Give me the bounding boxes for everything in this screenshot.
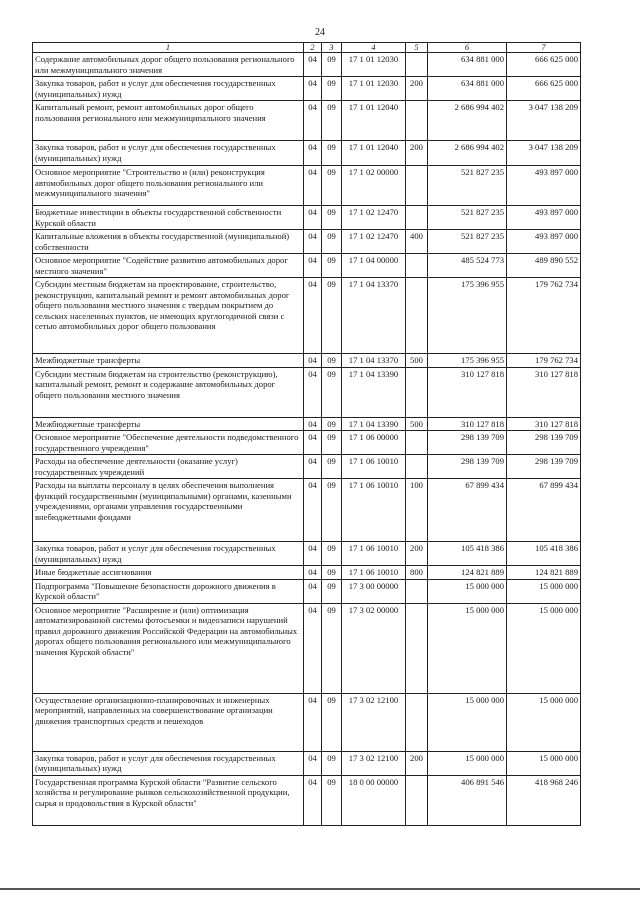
row-amount-year1-cell: 15 000 000	[428, 579, 507, 603]
row-amount-year2-cell: 298 139 709	[507, 455, 581, 479]
row-expense-type-cell: 400	[406, 230, 428, 254]
row-name-cell: Содержание автомобильных дорог общего пользования регионального или межмуниципального значения	[33, 53, 304, 77]
row-name-cell: Расходы на обеспечение деятельности (оказание услуг) государственных учреждений	[33, 455, 304, 479]
row-subsection-cell: 09	[322, 166, 342, 206]
row-expense-type-cell: 100	[406, 479, 428, 542]
row-amount-year1-cell: 105 418 386	[428, 542, 507, 566]
table-row	[33, 278, 581, 354]
row-amount-year2-cell: 105 418 386	[507, 542, 581, 566]
row-target-article-cell: 17 1 06 10010	[342, 479, 406, 542]
row-amount-year2-cell: 310 127 818	[507, 367, 581, 417]
row-amount-year2-cell: 298 139 709	[507, 431, 581, 455]
column-header: 6	[428, 43, 507, 53]
row-expense-type-cell	[406, 431, 428, 455]
table-row	[33, 53, 581, 77]
row-amount-year1-cell: 175 396 955	[428, 354, 507, 368]
footer-divider	[0, 888, 640, 890]
row-amount-year2-cell: 179 762 734	[507, 354, 581, 368]
table-row	[33, 417, 581, 431]
row-amount-year2-cell: 15 000 000	[507, 579, 581, 603]
row-amount-year1-cell: 2 686 994 402	[428, 101, 507, 141]
row-amount-year1-cell: 521 827 235	[428, 230, 507, 254]
row-target-article-cell: 17 1 02 12470	[342, 230, 406, 254]
row-section-cell: 04	[304, 693, 322, 751]
table-row	[33, 693, 581, 751]
row-subsection-cell: 09	[322, 206, 342, 230]
row-amount-year1-cell: 298 139 709	[428, 431, 507, 455]
row-expense-type-cell: 500	[406, 417, 428, 431]
row-amount-year2-cell: 493 897 000	[507, 206, 581, 230]
row-subsection-cell: 09	[322, 53, 342, 77]
row-target-article-cell: 17 1 04 13390	[342, 417, 406, 431]
row-amount-year2-cell: 666 625 000	[507, 77, 581, 101]
table-row	[33, 775, 581, 825]
column-number-row	[33, 43, 581, 53]
row-name-cell: Бюджетные инвестиции в объекты государственной собственности Курской области	[33, 206, 304, 230]
row-section-cell: 04	[304, 53, 322, 77]
row-amount-year2-cell: 124 821 889	[507, 566, 581, 580]
row-amount-year1-cell: 406 891 546	[428, 775, 507, 825]
row-amount-year1-cell: 124 821 889	[428, 566, 507, 580]
table-row	[33, 206, 581, 230]
table-row	[33, 603, 581, 693]
row-section-cell: 04	[304, 751, 322, 775]
table-row	[33, 579, 581, 603]
row-name-cell: Межбюджетные трансферты	[33, 354, 304, 368]
row-name-cell: Осуществление организационно-планировочных и инженерных мероприятий, направленных на совершенствование организации движения транспортных средств и пешеходов	[33, 693, 304, 751]
row-expense-type-cell	[406, 206, 428, 230]
row-target-article-cell: 18 0 00 00000	[342, 775, 406, 825]
row-expense-type-cell: 200	[406, 77, 428, 101]
row-expense-type-cell: 200	[406, 542, 428, 566]
row-amount-year1-cell: 15 000 000	[428, 603, 507, 693]
budget-table	[32, 42, 581, 826]
row-name-cell: Подпрограмма "Повышение безопасности дорожного движения в Курской области"	[33, 579, 304, 603]
row-name-cell: Капитальный ремонт, ремонт автомобильных дорог общего пользования регионального или межмуниципального значения	[33, 101, 304, 141]
row-subsection-cell: 09	[322, 603, 342, 693]
table-row	[33, 354, 581, 368]
row-amount-year2-cell: 310 127 818	[507, 417, 581, 431]
table-row	[33, 367, 581, 417]
row-target-article-cell: 17 1 01 12040	[342, 101, 406, 141]
row-expense-type-cell	[406, 166, 428, 206]
row-amount-year2-cell: 15 000 000	[507, 693, 581, 751]
row-subsection-cell: 09	[322, 278, 342, 354]
row-name-cell: Иные бюджетные ассигнования	[33, 566, 304, 580]
table-row	[33, 230, 581, 254]
row-target-article-cell: 17 1 06 10010	[342, 542, 406, 566]
row-section-cell: 04	[304, 278, 322, 354]
row-section-cell: 04	[304, 455, 322, 479]
table-row	[33, 542, 581, 566]
row-subsection-cell: 09	[322, 455, 342, 479]
row-amount-year1-cell: 521 827 235	[428, 166, 507, 206]
row-name-cell: Государственная программа Курской области "Развитие сельского хозяйства и регулирование рынков сельскохозяйственной продукции, сырья и продовольствия в Курской области"	[33, 775, 304, 825]
row-amount-year1-cell: 634 881 000	[428, 77, 507, 101]
row-section-cell: 04	[304, 542, 322, 566]
row-name-cell: Расходы на выплаты персоналу в целях обеспечения выполнения функций государственными (муниципальными) органами, казенными учреждениями, органами управления государственными внебюджетными фондами	[33, 479, 304, 542]
row-target-article-cell: 17 1 02 12470	[342, 206, 406, 230]
row-section-cell: 04	[304, 166, 322, 206]
row-subsection-cell: 09	[322, 566, 342, 580]
row-subsection-cell: 09	[322, 431, 342, 455]
column-header: 7	[507, 43, 581, 53]
row-section-cell: 04	[304, 77, 322, 101]
row-section-cell: 04	[304, 230, 322, 254]
table-row	[33, 101, 581, 141]
row-expense-type-cell: 500	[406, 354, 428, 368]
row-subsection-cell: 09	[322, 230, 342, 254]
row-name-cell: Субсидии местным бюджетам на проектирование, строительство, реконструкцию, капитальный ремонт и ремонт автомобильных дорог общего пользования местного значения с твердым покрытием до сельских населенных пунктов, не имеющих круглогодичной связи с сетью автомобильных дорог общего пользования	[33, 278, 304, 354]
table-row	[33, 254, 581, 278]
row-target-article-cell: 17 1 01 12030	[342, 53, 406, 77]
table-row	[33, 77, 581, 101]
row-expense-type-cell	[406, 254, 428, 278]
row-amount-year1-cell: 67 899 434	[428, 479, 507, 542]
table-row	[33, 566, 581, 580]
column-header: 4	[342, 43, 406, 53]
row-name-cell: Закупка товаров, работ и услуг для обеспечения государственных (муниципальных) нужд	[33, 141, 304, 166]
row-expense-type-cell: 200	[406, 141, 428, 166]
row-subsection-cell: 09	[322, 542, 342, 566]
row-subsection-cell: 09	[322, 417, 342, 431]
table-row	[33, 166, 581, 206]
row-expense-type-cell	[406, 367, 428, 417]
row-target-article-cell: 17 1 04 13370	[342, 278, 406, 354]
table-row	[33, 751, 581, 775]
row-amount-year1-cell: 310 127 818	[428, 367, 507, 417]
row-name-cell: Межбюджетные трансферты	[33, 417, 304, 431]
row-target-article-cell: 17 3 00 00000	[342, 579, 406, 603]
row-name-cell: Закупка товаров, работ и услуг для обеспечения государственных (муниципальных) нужд	[33, 542, 304, 566]
table-row	[33, 455, 581, 479]
row-section-cell: 04	[304, 141, 322, 166]
row-expense-type-cell	[406, 455, 428, 479]
row-amount-year2-cell: 179 762 734	[507, 278, 581, 354]
row-section-cell: 04	[304, 479, 322, 542]
column-header: 3	[322, 43, 342, 53]
column-header: 2	[304, 43, 322, 53]
row-target-article-cell: 17 1 01 12040	[342, 141, 406, 166]
row-name-cell: Субсидии местным бюджетам на строительство (реконструкцию), капитальный ремонт, ремонт и содержание автомобильных дорог общего пользования местного значения	[33, 367, 304, 417]
row-amount-year2-cell: 3 047 138 209	[507, 101, 581, 141]
row-target-article-cell: 17 3 02 12100	[342, 751, 406, 775]
row-amount-year2-cell: 15 000 000	[507, 603, 581, 693]
row-expense-type-cell	[406, 579, 428, 603]
row-target-article-cell: 17 1 04 00000	[342, 254, 406, 278]
row-name-cell: Основное мероприятие "Обеспечение деятельности подведомственного государственного учреждения"	[33, 431, 304, 455]
row-subsection-cell: 09	[322, 479, 342, 542]
row-subsection-cell: 09	[322, 693, 342, 751]
row-subsection-cell: 09	[322, 254, 342, 278]
row-name-cell: Основное мероприятие "Расширение и (или) оптимизация автоматизированной системы фотосъемки и видеозаписи нарушений правил дорожного движения Российской Федерации на автомобильных дорогах общего пользования регионального или межмуниципального значения Курской области"	[33, 603, 304, 693]
row-amount-year2-cell: 489 890 552	[507, 254, 581, 278]
row-name-cell: Капитальные вложения в объекты государственной (муниципальной) собственности	[33, 230, 304, 254]
row-name-cell: Закупка товаров, работ и услуг для обеспечения государственных (муниципальных) нужд	[33, 77, 304, 101]
row-amount-year1-cell: 634 881 000	[428, 53, 507, 77]
row-section-cell: 04	[304, 417, 322, 431]
row-name-cell: Основное мероприятие "Строительство и (или) реконструкция автомобильных дорог общего пользования регионального или межмуниципального значения"	[33, 166, 304, 206]
row-amount-year2-cell: 15 000 000	[507, 751, 581, 775]
row-amount-year2-cell: 493 897 000	[507, 166, 581, 206]
row-target-article-cell: 17 1 06 10010	[342, 455, 406, 479]
row-amount-year1-cell: 2 686 994 402	[428, 141, 507, 166]
row-amount-year1-cell: 15 000 000	[428, 693, 507, 751]
row-subsection-cell: 09	[322, 775, 342, 825]
row-amount-year1-cell: 310 127 818	[428, 417, 507, 431]
row-amount-year1-cell: 485 524 773	[428, 254, 507, 278]
row-amount-year2-cell: 418 968 246	[507, 775, 581, 825]
row-expense-type-cell	[406, 101, 428, 141]
row-expense-type-cell: 200	[406, 751, 428, 775]
row-section-cell: 04	[304, 579, 322, 603]
row-section-cell: 04	[304, 254, 322, 278]
row-name-cell: Закупка товаров, работ и услуг для обеспечения государственных (муниципальных) нужд	[33, 751, 304, 775]
row-section-cell: 04	[304, 566, 322, 580]
row-expense-type-cell	[406, 278, 428, 354]
row-amount-year2-cell: 3 047 138 209	[507, 141, 581, 166]
row-section-cell: 04	[304, 431, 322, 455]
row-target-article-cell: 17 1 02 00000	[342, 166, 406, 206]
table-row	[33, 479, 581, 542]
row-name-cell: Основное мероприятие "Содействие развитию автомобильных дорог местного значения"	[33, 254, 304, 278]
row-subsection-cell: 09	[322, 141, 342, 166]
row-section-cell: 04	[304, 775, 322, 825]
table-row	[33, 141, 581, 166]
page-number: 24	[315, 27, 325, 38]
row-section-cell: 04	[304, 101, 322, 141]
row-target-article-cell: 17 3 02 12100	[342, 693, 406, 751]
row-subsection-cell: 09	[322, 367, 342, 417]
row-subsection-cell: 09	[322, 354, 342, 368]
row-target-article-cell: 17 1 06 10010	[342, 566, 406, 580]
row-expense-type-cell	[406, 603, 428, 693]
row-subsection-cell: 09	[322, 579, 342, 603]
row-target-article-cell: 17 1 01 12030	[342, 77, 406, 101]
row-expense-type-cell	[406, 53, 428, 77]
column-header: 5	[406, 43, 428, 53]
table-row	[33, 431, 581, 455]
row-expense-type-cell	[406, 775, 428, 825]
row-section-cell: 04	[304, 603, 322, 693]
row-amount-year2-cell: 666 625 000	[507, 53, 581, 77]
row-amount-year2-cell: 67 899 434	[507, 479, 581, 542]
row-target-article-cell: 17 1 04 13370	[342, 354, 406, 368]
row-expense-type-cell: 800	[406, 566, 428, 580]
row-target-article-cell: 17 1 06 00000	[342, 431, 406, 455]
row-target-article-cell: 17 1 04 13390	[342, 367, 406, 417]
row-section-cell: 04	[304, 354, 322, 368]
row-amount-year1-cell: 298 139 709	[428, 455, 507, 479]
row-subsection-cell: 09	[322, 101, 342, 141]
row-amount-year1-cell: 15 000 000	[428, 751, 507, 775]
row-amount-year2-cell: 493 897 000	[507, 230, 581, 254]
table-body	[33, 53, 581, 826]
row-amount-year1-cell: 521 827 235	[428, 206, 507, 230]
row-expense-type-cell	[406, 693, 428, 751]
row-subsection-cell: 09	[322, 77, 342, 101]
row-section-cell: 04	[304, 367, 322, 417]
row-section-cell: 04	[304, 206, 322, 230]
row-target-article-cell: 17 3 02 00000	[342, 603, 406, 693]
row-amount-year1-cell: 175 396 955	[428, 278, 507, 354]
column-header: 1	[33, 43, 304, 53]
row-subsection-cell: 09	[322, 751, 342, 775]
